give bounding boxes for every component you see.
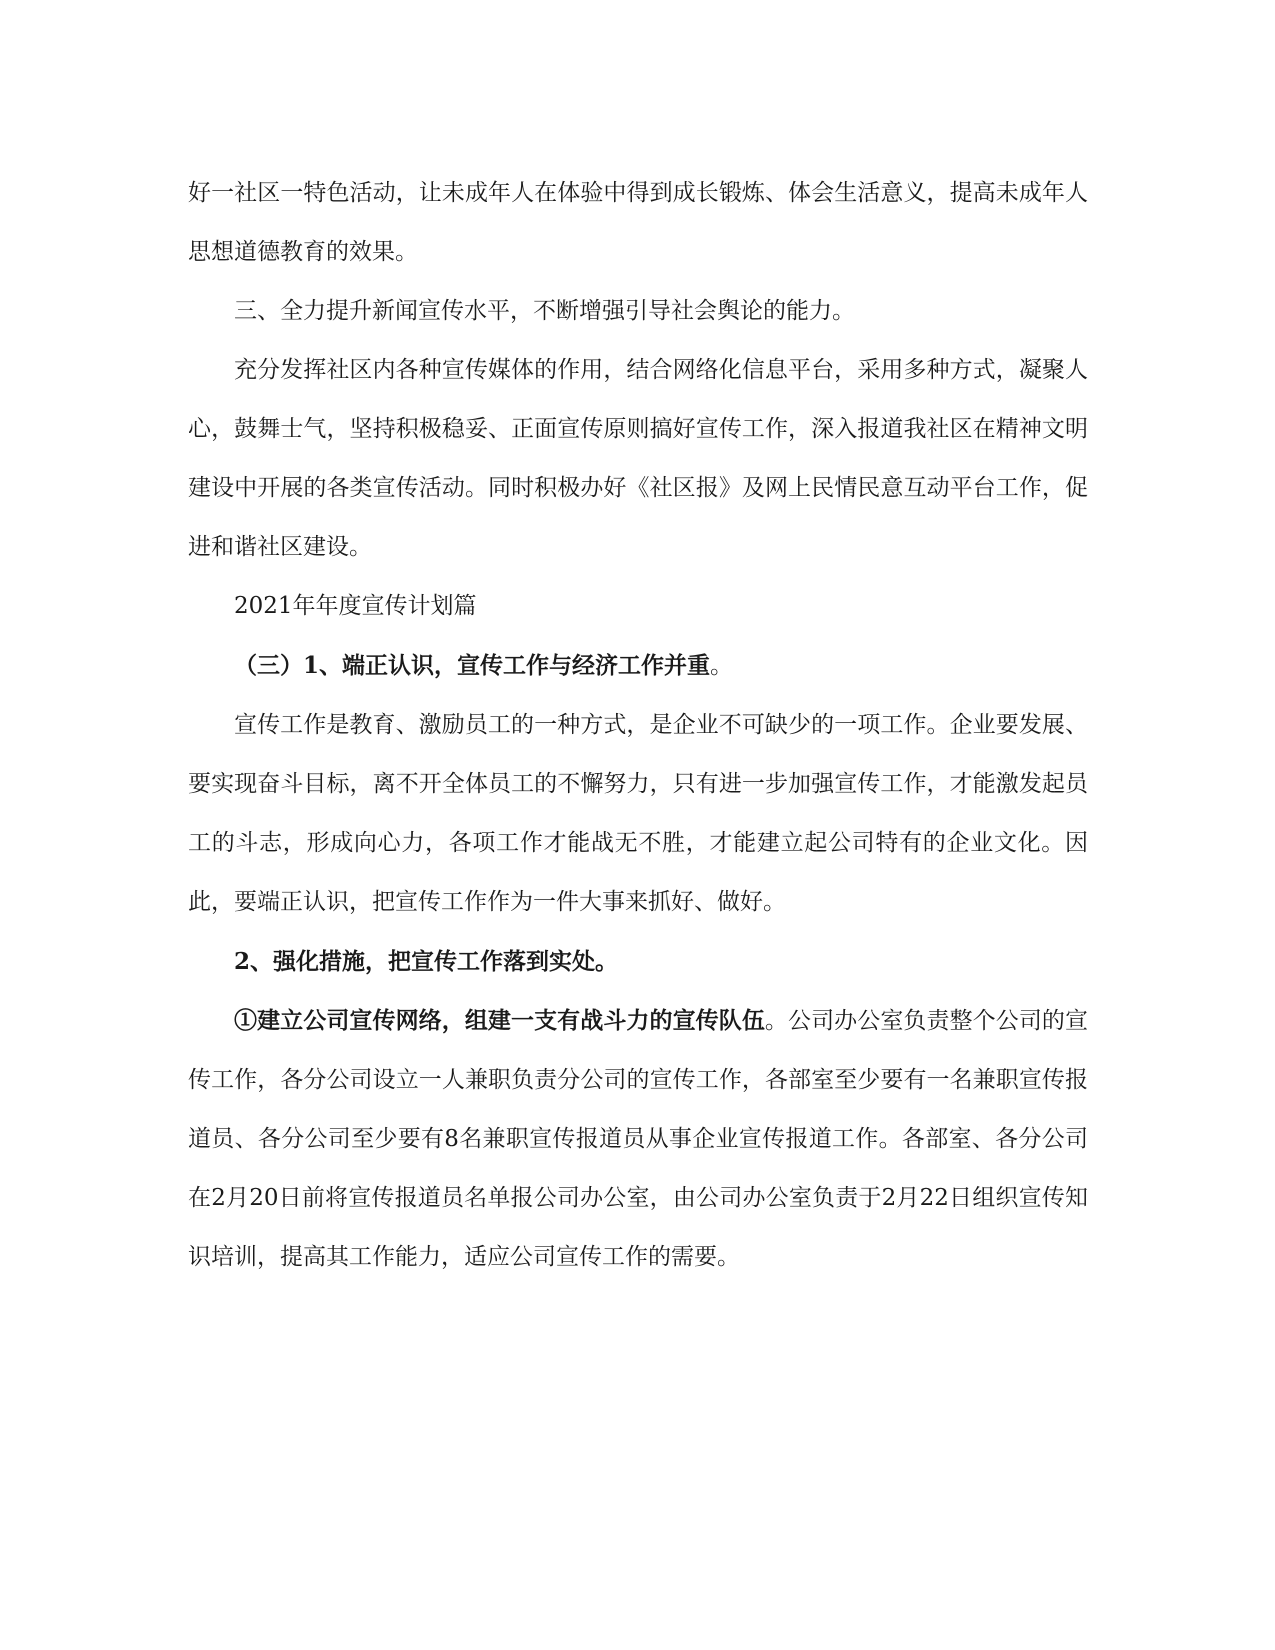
- heading-section-three: 三、全力提升新闻宣传水平，不断增强引导社会舆论的能力。: [234, 298, 855, 324]
- heading-correct-understanding: [188, 636, 1088, 696]
- heading-correct-understanding-bold: （三）1、端正认识，宣传工作与经济工作并重: [234, 652, 711, 679]
- paragraph-activity: 好一社区一特色活动，让未成年人在体验中得到成长锻炼、体会生活意义，提高未成年人思想道德教育的效果。: [188, 180, 1088, 265]
- paragraph-publicity-network: [188, 991, 1088, 1287]
- heading-correct-understanding-tail: 。: [710, 653, 734, 679]
- heading-strengthen-measures: 2、强化措施，把宣传工作落到实处。: [234, 948, 619, 975]
- paragraph-media: 充分发挥社区内各种宣传媒体的作用，结合网络化信息平台，采用多种方式，凝聚人心，鼓舞士气，坚持积极稳妥、正面宣传原则搞好宣传工作，深入报道我社区在精神文明建设中开展的各类宣传活动。同时积极办好《社区报》及网上民情民意互动平台工作，促进和谐社区建设。: [188, 357, 1088, 560]
- document-body: [188, 164, 1088, 1287]
- paragraph-publicity-role: 宣传工作是教育、激励员工的一种方式，是企业不可缺少的一项工作。企业要发展、要实现奋斗目标，离不开全体员工的不懈努力，只有进一步加强宣传工作，才能激发起员工的斗志，形成向心力，各项工作才能战无不胜，才能建立起公司特有的企业文化。因此，要端正认识，把宣传工作作为一件大事来抓好、做好。: [188, 712, 1088, 915]
- paragraph-publicity-network-tail: 。公司办公室负责整个公司的宣传工作，各分公司设立一人兼职负责分公司的宣传工作，各部室至少要有一名兼职宣传报道员、各分公司至少要有8名兼职宣传报道员从事企业宣传报道工作。各部室、各分公司在2月20日前将宣传报道员名单报公司办公室，由公司办公室负责于2月22日组织宣传知识培训，提高其工作能力，适应公司宣传工作的需要。: [188, 1008, 1089, 1270]
- paragraph-publicity-network-bold: ①建立公司宣传网络，组建一支有战斗力的宣传队伍: [234, 1007, 765, 1034]
- heading-plan-title: 2021年年度宣传计划篇: [234, 593, 477, 619]
